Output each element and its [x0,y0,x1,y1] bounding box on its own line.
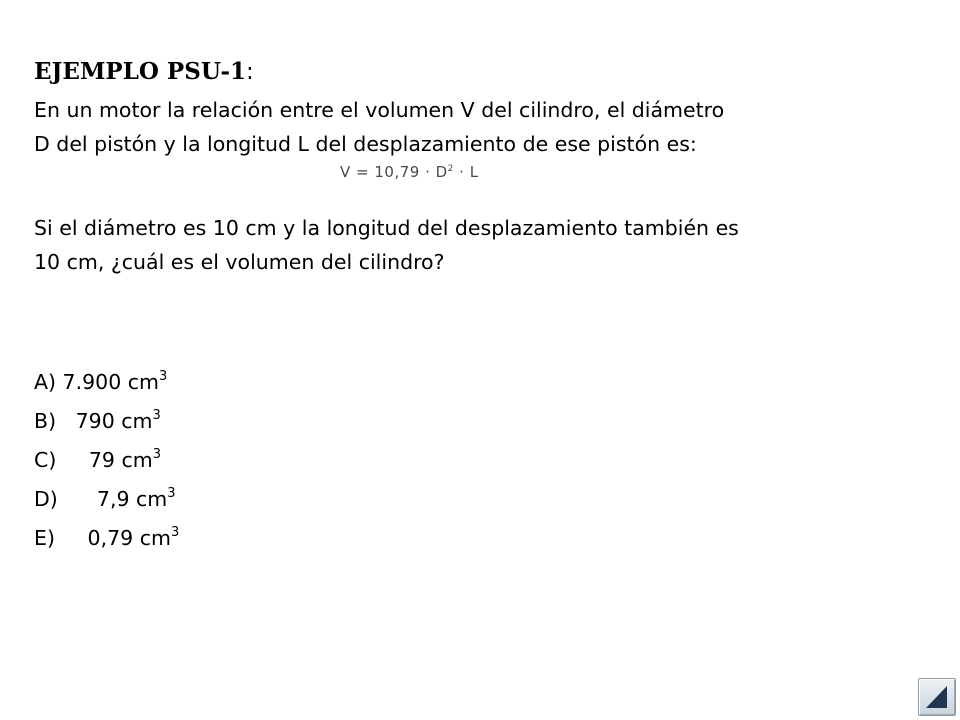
option-value: 7,9 cm [57,487,168,511]
question [34,211,739,279]
problem-line-1: En un motor la relación entre el volumen V del cilindro, el diámetro [34,98,725,122]
problem-line-2: D del pistón y la longitud L del desplazamiento de ese pistón es: [34,132,697,156]
option-value: 79 cm [56,448,153,472]
option-e [34,519,179,558]
option-c [34,441,179,480]
title-label: EJEMPLO PSU-1 [34,58,247,85]
formula [340,156,525,182]
option-b [34,402,179,441]
triangle-left-icon [923,683,951,711]
option-exponent: 3 [170,525,180,540]
option-letter: B) [34,409,57,433]
option-d [34,480,179,519]
option-value: 0,79 cm [54,526,171,550]
option-a [34,363,179,402]
answer-options [34,363,179,558]
formula-right: · L [453,163,479,181]
option-value: 790 cm [56,409,153,433]
option-exponent: 3 [152,447,162,462]
option-letter: E) [34,526,55,550]
slide-title [34,55,254,89]
formula-exponent: 2 [447,164,454,174]
back-button[interactable] [918,678,956,716]
title-colon: : [246,59,254,85]
option-letter: C) [34,448,57,472]
option-value: 7.900 cm [56,370,159,394]
formula-left: V = 10,79 · D [340,163,448,181]
question-line-1: Si el diámetro es 10 cm y la longitud del desplazamiento también es [34,216,739,240]
option-exponent: 3 [167,486,176,501]
option-letter: D) [34,487,58,511]
option-letter: A) [34,370,57,394]
question-line-2: 10 cm, ¿cuál es el volumen del cilindro? [34,250,445,274]
option-exponent: 3 [159,369,168,384]
option-exponent: 3 [152,408,161,423]
problem-statement [34,93,724,161]
